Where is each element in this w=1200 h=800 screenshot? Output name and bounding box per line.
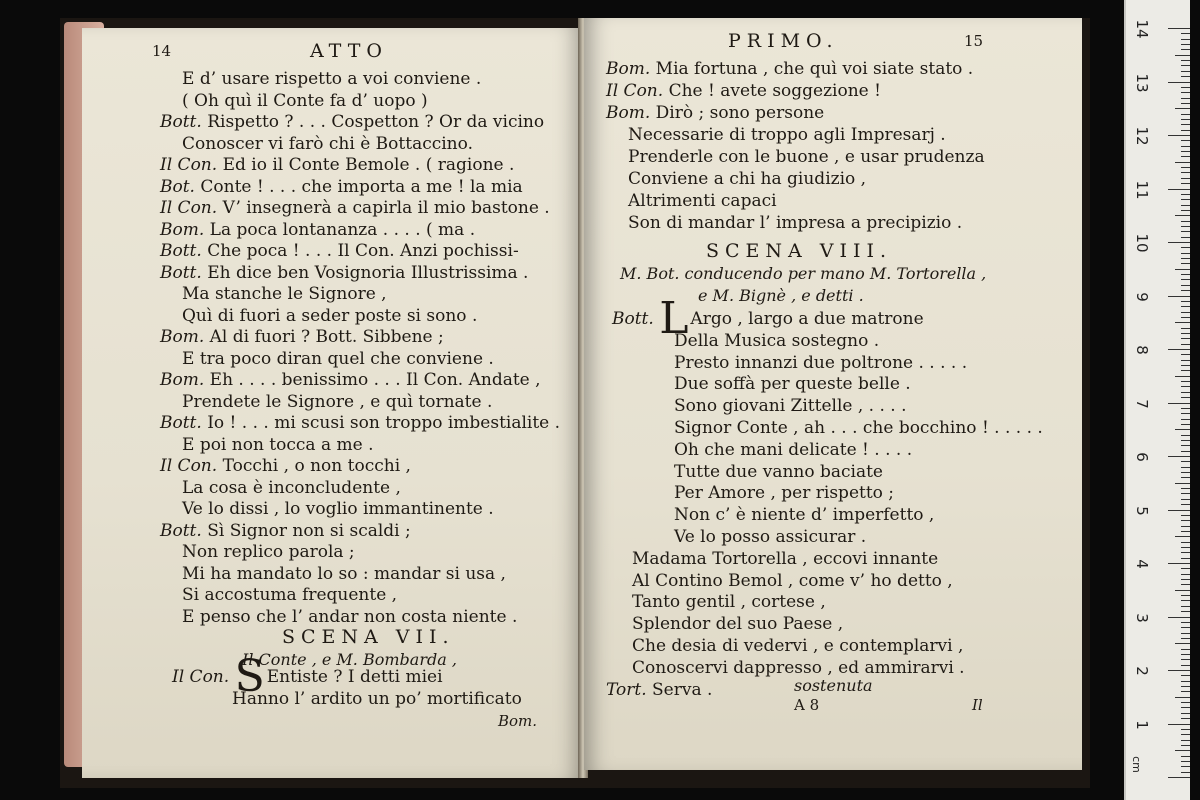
ruler-tick bbox=[1181, 119, 1190, 120]
line-text: Due soffà per queste belle . bbox=[674, 374, 911, 395]
text-line bbox=[182, 584, 397, 606]
ruler-tick bbox=[1181, 49, 1190, 50]
ruler-tick bbox=[1181, 467, 1190, 468]
ruler-tick bbox=[1175, 536, 1190, 537]
text-line bbox=[674, 395, 907, 417]
line-text: E d’ usare rispetto a voi conviene . bbox=[182, 69, 482, 89]
ruler-tick bbox=[1181, 328, 1190, 329]
ruler-tick bbox=[1181, 745, 1190, 746]
ruler-tick bbox=[1175, 590, 1190, 591]
ruler-tick bbox=[1181, 649, 1190, 650]
ruler-tick bbox=[1181, 33, 1190, 34]
line-text: Non c’ è niente d’ imperfetto , bbox=[674, 505, 935, 526]
ruler-tick bbox=[1168, 28, 1190, 29]
ruler-tick bbox=[1181, 151, 1190, 152]
text-line bbox=[182, 133, 473, 155]
line-text: Madama Tortorella , eccovi innante bbox=[632, 548, 939, 569]
ruler-number: 6 bbox=[1133, 452, 1151, 462]
line-text: Che poca ! . . . Il Con. Anzi pochissi- bbox=[207, 241, 519, 261]
ruler-tick bbox=[1181, 504, 1190, 505]
drop-cap: S bbox=[234, 651, 265, 702]
text-line bbox=[674, 373, 911, 395]
speaker-label: Bott. bbox=[612, 309, 660, 329]
ruler-tick bbox=[1181, 98, 1190, 99]
ruler-tick bbox=[1181, 477, 1190, 478]
ruler-tick bbox=[1181, 370, 1190, 371]
line-text: Prendete le Signore , e quì tornate . bbox=[182, 391, 493, 412]
ruler-number: 14 bbox=[1133, 19, 1151, 39]
ruler-tick bbox=[1181, 279, 1190, 280]
ruler-tick bbox=[1181, 654, 1190, 655]
line-text: La poca lontananza . . . . ( ma . bbox=[209, 219, 476, 240]
text-line bbox=[160, 326, 444, 348]
ruler-tick bbox=[1181, 584, 1190, 585]
line-text: La cosa è inconcludente , bbox=[182, 477, 401, 498]
line-text: Ma stanche le Signore , bbox=[182, 284, 387, 304]
text-line bbox=[160, 154, 514, 176]
line-text: Argo , largo a due matrone bbox=[690, 309, 924, 329]
line-text: Al di fuori ? Bott. Sibbene ; bbox=[209, 327, 444, 347]
ruler-tick bbox=[1181, 419, 1190, 420]
ruler-tick bbox=[1181, 360, 1190, 361]
ruler-tick bbox=[1181, 312, 1190, 313]
ruler-tick bbox=[1181, 60, 1190, 61]
ruler-tick bbox=[1181, 451, 1190, 452]
text-line bbox=[628, 124, 946, 146]
ruler-tick bbox=[1181, 665, 1190, 666]
ruler-tick bbox=[1181, 445, 1190, 446]
ruler-tick bbox=[1181, 638, 1190, 639]
ruler-tick bbox=[1181, 253, 1190, 254]
ruler-tick bbox=[1181, 461, 1190, 462]
ruler-tick bbox=[1181, 729, 1190, 730]
speaker-label: Bott. bbox=[160, 520, 208, 541]
text-line bbox=[182, 541, 355, 563]
line-text: Ve lo posso assicurar . bbox=[674, 527, 867, 547]
text-line bbox=[674, 417, 1043, 439]
drop-cap: L bbox=[659, 293, 689, 344]
ruler-tick bbox=[1181, 568, 1190, 569]
ruler-tick bbox=[1168, 510, 1190, 511]
speaker-label: Bom. bbox=[160, 370, 210, 390]
line-text: Mia fortuna , che quì voi siate stato . bbox=[655, 59, 974, 79]
right-signature: A 8 bbox=[794, 696, 820, 714]
ruler-tick bbox=[1168, 403, 1190, 404]
left-scene-stage: Il Conte , e M. Bombarda , bbox=[242, 650, 457, 669]
ruler-tick bbox=[1181, 237, 1190, 238]
ruler-tick bbox=[1181, 44, 1190, 45]
ruler-tick bbox=[1181, 595, 1190, 596]
speaker-label: Il Con. bbox=[160, 456, 223, 476]
line-text: Sì Signor non si scaldi ; bbox=[207, 520, 411, 541]
ruler-tick bbox=[1181, 124, 1190, 125]
ruler-tick bbox=[1181, 65, 1190, 66]
left-page-header bbox=[82, 38, 582, 64]
ruler-tick bbox=[1181, 681, 1190, 682]
ruler-tick bbox=[1181, 274, 1190, 275]
ruler-number: 5 bbox=[1133, 505, 1151, 516]
text-line bbox=[160, 455, 411, 477]
line-text: Non replico parola ; bbox=[182, 542, 355, 562]
text-line bbox=[674, 352, 967, 374]
ruler-tick bbox=[1181, 761, 1190, 762]
ruler-tick bbox=[1168, 777, 1190, 778]
ruler-number: 7 bbox=[1133, 398, 1151, 409]
ruler-tick bbox=[1181, 531, 1190, 532]
ruler-tick bbox=[1168, 617, 1190, 618]
ruler-number: 12 bbox=[1133, 126, 1151, 146]
ruler-tick bbox=[1181, 381, 1190, 382]
ruler-tick bbox=[1181, 713, 1190, 714]
line-text: Che ! avete soggezione ! bbox=[668, 81, 881, 101]
ruler-tick bbox=[1181, 103, 1190, 104]
speaker-label: Bom. bbox=[606, 103, 656, 123]
right-page-number: 15 bbox=[964, 32, 984, 50]
ruler-tick bbox=[1175, 269, 1190, 270]
ruler-tick bbox=[1181, 408, 1190, 409]
text-line bbox=[632, 613, 843, 635]
speaker-label: Il Con. bbox=[606, 81, 669, 101]
text-line bbox=[628, 190, 777, 212]
speaker-label: Bott. bbox=[160, 262, 208, 283]
line-text: Eh dice ben Vosignoria Illustrissima . bbox=[207, 262, 529, 283]
line-text: Rispetto ? . . . Cospetton ? Or da vicino bbox=[207, 112, 545, 132]
ruler-number: 11 bbox=[1133, 179, 1151, 200]
ruler-tick bbox=[1175, 322, 1190, 323]
ruler-tick bbox=[1181, 627, 1190, 628]
ruler-tick bbox=[1181, 526, 1190, 527]
ruler-tick bbox=[1181, 210, 1190, 211]
line-text: E poi non tocca a me . bbox=[182, 434, 374, 455]
text-line bbox=[160, 520, 411, 542]
line-text: Conoscervi dappresso , ed ammirarvi . bbox=[632, 657, 965, 678]
ruler-tick bbox=[1175, 55, 1190, 56]
ruler-tick bbox=[1175, 643, 1190, 644]
speaker-label: Bott. bbox=[160, 413, 208, 433]
text-line bbox=[674, 461, 883, 483]
text-line bbox=[160, 111, 544, 133]
speaker-label: Il Con. bbox=[160, 198, 223, 218]
line-text: Conoscer vi farò chi è Bottaccino. bbox=[182, 133, 473, 154]
ruler-tick bbox=[1175, 215, 1190, 216]
left-scene-title: SCENA VII. bbox=[282, 626, 455, 648]
text-line bbox=[160, 262, 528, 284]
text-line bbox=[606, 80, 881, 102]
left-catchword: Bom. bbox=[498, 712, 538, 730]
ruler-tick bbox=[1181, 87, 1190, 88]
text-line bbox=[628, 212, 962, 234]
text-line bbox=[182, 68, 481, 90]
text-line bbox=[160, 412, 560, 434]
text-line bbox=[674, 482, 894, 504]
ruler-tick bbox=[1168, 189, 1190, 190]
line-text: Tutte due vanno baciate bbox=[674, 461, 883, 482]
speaker-label: Bom. bbox=[160, 327, 210, 347]
ruler-tick bbox=[1181, 424, 1190, 425]
line-text: ( Oh quì il Conte fa d’ uopo ) bbox=[182, 90, 428, 111]
line-text: Necessarie di troppo agli Impresarj . bbox=[628, 125, 946, 145]
line-text: Al Contino Bemol , come v’ ho detto , bbox=[632, 570, 953, 591]
line-text: Splendor del suo Paese , bbox=[632, 614, 844, 635]
ruler-tick bbox=[1181, 306, 1190, 307]
ruler-tick bbox=[1181, 39, 1190, 40]
ruler-tick bbox=[1181, 493, 1190, 494]
text-line bbox=[182, 498, 494, 520]
ruler-tick bbox=[1181, 263, 1190, 264]
text-line bbox=[606, 102, 824, 124]
ruler-tick bbox=[1181, 354, 1190, 355]
ruler-unit: cm bbox=[1129, 756, 1143, 773]
line-text: Son di mandar l’ impresa a precipizio . bbox=[628, 213, 963, 233]
right-stage-last: sostenuta bbox=[794, 676, 873, 695]
ruler-tick bbox=[1181, 392, 1190, 393]
line-text: Sono giovani Zittelle , . . . . bbox=[674, 396, 907, 417]
ruler-tick bbox=[1181, 194, 1190, 195]
right-page-header bbox=[584, 28, 1082, 54]
ruler-number: 1 bbox=[1133, 719, 1151, 730]
ruler-tick bbox=[1181, 756, 1190, 757]
line-text: Quì di fuori a seder poste si sono . bbox=[182, 305, 478, 326]
ruler-number: 13 bbox=[1133, 72, 1151, 93]
ruler-tick bbox=[1181, 659, 1190, 660]
ruler-tick bbox=[1168, 724, 1190, 725]
text-line bbox=[182, 434, 373, 456]
ruler-tick bbox=[1181, 766, 1190, 767]
speaker-label: Bom. bbox=[160, 219, 210, 240]
ruler-tick bbox=[1168, 296, 1190, 297]
line-text: E penso che l’ andar non costa niente . bbox=[182, 606, 518, 627]
text-line bbox=[674, 504, 934, 526]
measuring-ruler bbox=[1124, 0, 1190, 800]
ruler-tick bbox=[1181, 691, 1190, 692]
ruler-tick bbox=[1175, 750, 1190, 751]
ruler-tick bbox=[1168, 349, 1190, 350]
ruler-number: 2 bbox=[1133, 666, 1151, 676]
line-text: Io ! . . . mi scusi son troppo imbestialite . bbox=[207, 413, 561, 433]
right-scene-title: SCENA VIII. bbox=[706, 240, 893, 262]
ruler-tick bbox=[1181, 520, 1190, 521]
line-text: Prenderle con le buone , e usar prudenza bbox=[628, 147, 985, 167]
ruler-tick bbox=[1181, 344, 1190, 345]
ruler-number: 3 bbox=[1133, 612, 1151, 623]
line-text: E tra poco diran quel che conviene . bbox=[182, 348, 494, 369]
line-text: Conviene a chi ha giudizio , bbox=[628, 169, 867, 189]
ruler-number: 10 bbox=[1133, 233, 1151, 253]
ruler-tick bbox=[1181, 488, 1190, 489]
line-text: Oh che mani delicate ! . . . . bbox=[674, 439, 913, 460]
text-line bbox=[160, 176, 523, 198]
ruler-tick bbox=[1181, 258, 1190, 259]
ruler-tick bbox=[1181, 247, 1190, 248]
line-text: Della Musica sostegno . bbox=[674, 330, 880, 351]
speaker-label: Tort. bbox=[606, 679, 653, 700]
ruler-tick bbox=[1181, 114, 1190, 115]
ruler-tick bbox=[1181, 435, 1190, 436]
ruler-tick bbox=[1181, 290, 1190, 291]
ruler-tick bbox=[1181, 156, 1190, 157]
ruler-number: 9 bbox=[1133, 291, 1151, 302]
text-line bbox=[160, 219, 475, 241]
ruler-tick bbox=[1181, 633, 1190, 634]
ruler-tick bbox=[1181, 552, 1190, 553]
ruler-tick bbox=[1181, 579, 1190, 580]
ruler-tick bbox=[1168, 82, 1190, 83]
line-text: Signor Conte , ah . . . che bocchino ! . . . . . bbox=[674, 418, 1043, 438]
ruler-tick bbox=[1168, 670, 1190, 671]
text-line bbox=[182, 305, 477, 327]
line-text: Serva . bbox=[652, 679, 713, 700]
line-text: Presto innanzi due poltrone . . . . . bbox=[674, 352, 968, 373]
text-line bbox=[606, 58, 973, 80]
line-text: Si accostuma frequente , bbox=[182, 585, 398, 605]
ruler-tick bbox=[1181, 558, 1190, 559]
ruler-tick bbox=[1175, 697, 1190, 698]
text-line bbox=[160, 240, 519, 262]
line-text: Eh . . . . benissimo . . . Il Con. Andate , bbox=[209, 370, 541, 390]
speaker-label: Bott. bbox=[160, 112, 208, 132]
ruler-tick bbox=[1181, 606, 1190, 607]
ruler-tick bbox=[1181, 205, 1190, 206]
ruler-tick bbox=[1181, 386, 1190, 387]
ruler-tick bbox=[1181, 178, 1190, 179]
text-line bbox=[632, 548, 938, 570]
speaker-label: Bott. bbox=[160, 241, 208, 261]
ruler-tick bbox=[1181, 199, 1190, 200]
ruler-tick bbox=[1175, 376, 1190, 377]
right-running-head: PRIMO. bbox=[728, 30, 839, 52]
ruler-number: 4 bbox=[1133, 559, 1151, 569]
text-line bbox=[674, 330, 879, 352]
text-line bbox=[628, 168, 866, 190]
line-text: Altrimenti capaci bbox=[628, 191, 777, 211]
text-line bbox=[182, 477, 401, 499]
ruler-tick bbox=[1181, 92, 1190, 93]
ruler-tick bbox=[1181, 146, 1190, 147]
ruler-tick bbox=[1181, 333, 1190, 334]
line-text: Ed io il Conte Bemole . ( ragione . bbox=[222, 155, 515, 175]
ruler-tick bbox=[1181, 413, 1190, 414]
line-text: Conte ! . . . che importa a me ! la mia bbox=[200, 176, 523, 197]
ruler-tick bbox=[1181, 702, 1190, 703]
text-line bbox=[160, 197, 550, 219]
ruler-tick bbox=[1181, 611, 1190, 612]
ruler-tick bbox=[1181, 338, 1190, 339]
left-page-number: 14 bbox=[152, 42, 172, 60]
speaker-label: Il Con. bbox=[172, 667, 235, 687]
ruler-tick bbox=[1181, 686, 1190, 687]
text-line bbox=[632, 570, 953, 592]
line-text: Entiste ? I detti miei bbox=[266, 667, 443, 687]
ruler-tick bbox=[1181, 574, 1190, 575]
text-line bbox=[232, 688, 522, 710]
line-text: Dirò ; sono persone bbox=[655, 103, 825, 123]
ruler-tick bbox=[1168, 242, 1190, 243]
ruler-tick bbox=[1181, 183, 1190, 184]
ruler-tick bbox=[1181, 542, 1190, 543]
ruler-tick bbox=[1181, 301, 1190, 302]
ruler-tick bbox=[1175, 162, 1190, 163]
ruler-tick bbox=[1175, 429, 1190, 430]
text-line bbox=[182, 606, 517, 628]
ruler-tick bbox=[1181, 140, 1190, 141]
line-text: Tanto gentil , cortese , bbox=[632, 592, 826, 613]
ruler-tick bbox=[1181, 221, 1190, 222]
text-line bbox=[628, 146, 985, 168]
ruler-tick bbox=[1181, 285, 1190, 286]
line-text: Che desia di vedervi , e contemplarvi , bbox=[632, 636, 964, 656]
ruler-tick bbox=[1168, 563, 1190, 564]
left-page bbox=[82, 28, 582, 778]
right-scene-stage-1: M. Bot. conducendo per mano M. Tortorella , bbox=[620, 264, 987, 283]
ruler-number: 8 bbox=[1133, 345, 1151, 355]
ruler-tick bbox=[1181, 499, 1190, 500]
ruler-tick bbox=[1181, 76, 1190, 77]
ruler-tick bbox=[1181, 397, 1190, 398]
ruler-tick bbox=[1181, 71, 1190, 72]
speaker-label: Bom. bbox=[606, 59, 656, 79]
ruler-tick bbox=[1181, 547, 1190, 548]
ruler-tick bbox=[1181, 167, 1190, 168]
text-line bbox=[632, 635, 963, 657]
speaker-label: Il Con. bbox=[160, 155, 223, 175]
line-text: Mi ha mandato lo so : mandar si usa , bbox=[182, 563, 506, 584]
line-text: Tocchi , o non tocchi , bbox=[222, 456, 411, 476]
text-line bbox=[182, 90, 428, 112]
line-text: Per Amore , per rispetto ; bbox=[674, 483, 895, 504]
speaker-label: Bot. bbox=[160, 176, 201, 197]
text-line bbox=[606, 679, 712, 701]
ruler-tick bbox=[1181, 130, 1190, 131]
text-line bbox=[182, 348, 494, 370]
right-catchword: Il bbox=[972, 696, 983, 714]
ruler-tick bbox=[1181, 740, 1190, 741]
ruler-tick bbox=[1181, 622, 1190, 623]
ruler-tick bbox=[1168, 135, 1190, 136]
text-line bbox=[160, 369, 541, 391]
text-line bbox=[182, 391, 492, 413]
ruler-tick bbox=[1168, 456, 1190, 457]
ruler-tick bbox=[1175, 483, 1190, 484]
left-running-head: ATTO bbox=[310, 40, 388, 62]
text-line bbox=[674, 526, 866, 548]
ruler-tick bbox=[1181, 365, 1190, 366]
ruler-tick bbox=[1181, 231, 1190, 232]
ruler-tick bbox=[1181, 600, 1190, 601]
line-text: Ve lo dissi , lo voglio immantinente . bbox=[182, 499, 494, 519]
ruler-tick bbox=[1181, 707, 1190, 708]
ruler-tick bbox=[1181, 718, 1190, 719]
ruler-tick bbox=[1181, 772, 1190, 773]
ruler-tick bbox=[1181, 675, 1190, 676]
ruler-tick bbox=[1181, 317, 1190, 318]
text-line bbox=[182, 563, 506, 585]
text-line bbox=[182, 283, 387, 305]
ruler-tick bbox=[1175, 108, 1190, 109]
line-text: Hanno l’ ardito un po’ mortificato bbox=[232, 689, 522, 709]
ruler-tick bbox=[1181, 440, 1190, 441]
ruler-tick bbox=[1181, 172, 1190, 173]
right-scene-stage-2: e M. Bignè , e detti . bbox=[698, 286, 864, 305]
right-page bbox=[584, 18, 1082, 770]
ruler-tick bbox=[1181, 515, 1190, 516]
ruler-tick bbox=[1181, 226, 1190, 227]
text-line bbox=[674, 439, 912, 461]
text-line bbox=[632, 591, 826, 613]
ruler-tick bbox=[1181, 472, 1190, 473]
line-text: V’ insegnerà a capirla il mio bastone . bbox=[222, 198, 550, 218]
ruler-tick bbox=[1181, 734, 1190, 735]
